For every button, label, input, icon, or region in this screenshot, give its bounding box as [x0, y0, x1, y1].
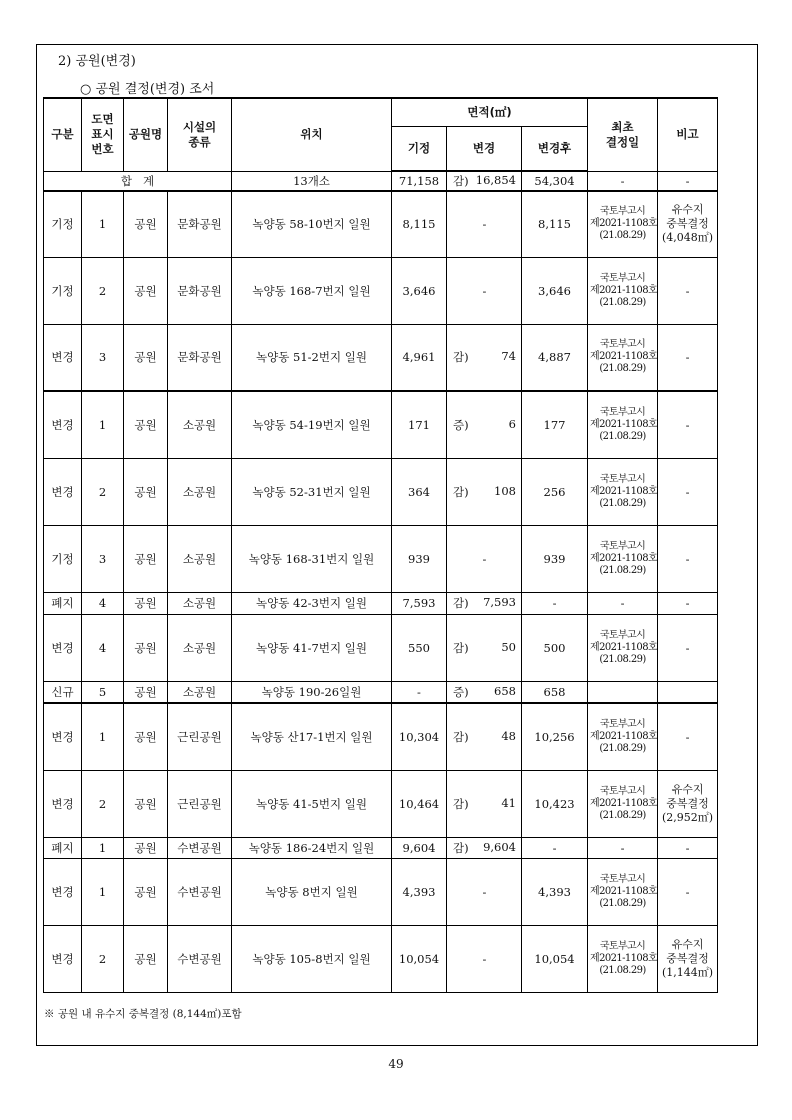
total-change-value: 16,854	[475, 173, 516, 187]
table-header	[44, 98, 718, 171]
section-title: 2) 공원(변경)	[58, 54, 136, 69]
row-existing: 4,393	[392, 858, 447, 925]
table-row	[44, 324, 718, 391]
row-facility: 근린공원	[168, 703, 232, 770]
row-decision-line: 제2021-1108호	[590, 797, 658, 809]
row-after: 4,887	[522, 324, 588, 391]
header-first-decision	[588, 98, 658, 171]
row-location: 녹양동 168-31번지 일원	[232, 525, 392, 592]
total-decision: -	[588, 171, 658, 191]
row-first-decision	[588, 681, 658, 703]
row-remarks	[658, 858, 718, 925]
row-first-decision	[588, 770, 658, 837]
row-location: 녹양동 58-10번지 일원	[232, 191, 392, 257]
row-remarks	[658, 703, 718, 770]
row-change	[447, 324, 522, 391]
row-after: 256	[522, 458, 588, 525]
row-map-no: 3	[82, 525, 124, 592]
row-type: 기정	[44, 257, 82, 324]
table-row	[44, 592, 718, 614]
row-change-value: -	[482, 217, 487, 232]
row-type: 변경	[44, 324, 82, 391]
row-decision-line: 제2021-1108호	[590, 885, 658, 897]
row-after: -	[522, 837, 588, 858]
total-change-sign: 감)	[453, 174, 469, 188]
row-decision-line: 국토부고시	[599, 873, 646, 885]
row-park-name: 공원	[124, 681, 168, 703]
row-map-no: 1	[82, 391, 124, 458]
row-first-decision	[588, 837, 658, 858]
row-facility: 소공원	[168, 525, 232, 592]
row-change-value: 74	[501, 349, 516, 364]
row-decision-line: 제2021-1108호	[590, 418, 658, 430]
row-existing: 8,115	[392, 191, 447, 257]
row-facility: 수변공원	[168, 925, 232, 992]
row-after: 939	[522, 525, 588, 592]
table-row	[44, 703, 718, 770]
row-existing: 10,304	[392, 703, 447, 770]
row-change-value: 48	[501, 728, 516, 743]
row-remarks-line: -	[685, 283, 690, 298]
row-after: 10,423	[522, 770, 588, 837]
row-change-value: -	[482, 951, 487, 966]
row-facility: 수변공원	[168, 858, 232, 925]
row-map-no: 1	[82, 837, 124, 858]
row-park-name: 공원	[124, 837, 168, 858]
row-remarks-line: -	[685, 350, 690, 365]
row-map-no: 2	[82, 257, 124, 324]
row-change-sign: 감)	[453, 596, 469, 610]
row-park-name: 공원	[124, 770, 168, 837]
row-remarks	[658, 391, 718, 458]
row-existing: 939	[392, 525, 447, 592]
header-first-decision-line: 결정일	[605, 134, 640, 149]
row-facility: 소공원	[168, 614, 232, 681]
header-map-no	[82, 98, 124, 171]
row-type: 기정	[44, 191, 82, 257]
row-remarks	[658, 257, 718, 324]
row-map-no: 2	[82, 770, 124, 837]
table-row	[44, 858, 718, 925]
table-row	[44, 614, 718, 681]
row-change-sign: 증)	[453, 684, 469, 699]
row-first-decision	[588, 191, 658, 257]
row-first-decision	[588, 858, 658, 925]
header-map-no-line: 도면	[91, 112, 114, 127]
row-remarks-line: (1,144㎡)	[661, 965, 714, 979]
row-first-decision	[588, 324, 658, 391]
row-after: -	[522, 592, 588, 614]
row-remarks	[658, 837, 718, 858]
row-after: 500	[522, 614, 588, 681]
row-existing: 10,464	[392, 770, 447, 837]
row-existing: 171	[392, 391, 447, 458]
header-change: 변경	[447, 126, 522, 171]
row-location: 녹양동 41-7번지 일원	[232, 614, 392, 681]
row-change-value: 41	[501, 795, 516, 810]
row-change-value: 9,604	[483, 839, 516, 854]
table-row	[44, 837, 718, 858]
row-map-no: 4	[82, 614, 124, 681]
row-facility: 문화공원	[168, 257, 232, 324]
row-facility: 문화공원	[168, 324, 232, 391]
row-first-decision	[588, 391, 658, 458]
row-change	[447, 592, 522, 614]
row-decision-line: (21.08.29)	[599, 497, 646, 509]
total-count: 13개소	[232, 171, 392, 191]
row-remarks	[658, 925, 718, 992]
row-location: 녹양동 186-24번지 일원	[232, 837, 392, 858]
row-change	[447, 458, 522, 525]
row-remarks-line: 중복결정	[666, 796, 709, 810]
row-change-sign: 감)	[453, 729, 469, 744]
row-decision-line: 제2021-1108호	[590, 485, 658, 497]
row-remarks-line: -	[685, 596, 690, 610]
row-change	[447, 257, 522, 324]
row-first-decision	[588, 458, 658, 525]
row-type: 변경	[44, 858, 82, 925]
header-park-name: 공원명	[124, 98, 168, 171]
row-decision-line: 국토부고시	[599, 629, 646, 641]
row-map-no: 2	[82, 458, 124, 525]
row-existing: 9,604	[392, 837, 447, 858]
total-label: 합 계	[44, 171, 232, 191]
row-park-name: 공원	[124, 525, 168, 592]
row-change	[447, 925, 522, 992]
row-decision-line: (21.08.29)	[599, 809, 646, 821]
row-decision-line: 국토부고시	[599, 940, 646, 952]
row-type: 폐지	[44, 592, 82, 614]
row-first-decision	[588, 592, 658, 614]
row-facility: 소공원	[168, 681, 232, 703]
row-after: 3,646	[522, 257, 588, 324]
row-location: 녹양동 산17-1번지 일원	[232, 703, 392, 770]
row-decision-line: 국토부고시	[599, 473, 646, 485]
row-location: 녹양동 190-26일원	[232, 681, 392, 703]
total-after: 54,304	[522, 171, 588, 191]
row-existing: 364	[392, 458, 447, 525]
header-first-decision-line: 최초	[611, 119, 634, 134]
row-remarks-line: 유수지	[671, 203, 704, 217]
row-decision-line: 제2021-1108호	[590, 730, 658, 742]
row-decision-line: (21.08.29)	[599, 430, 646, 442]
table-row	[44, 925, 718, 992]
row-change	[447, 614, 522, 681]
row-change-sign: 감)	[453, 640, 469, 655]
header-existing: 기정	[392, 126, 447, 171]
row-type: 변경	[44, 391, 82, 458]
row-decision-line: 제2021-1108호	[590, 641, 658, 653]
row-type: 기정	[44, 525, 82, 592]
park-table	[43, 97, 718, 993]
row-decision-line: (21.08.29)	[599, 230, 646, 242]
header-facility	[168, 98, 232, 171]
row-facility: 근린공원	[168, 770, 232, 837]
row-change	[447, 391, 522, 458]
row-map-no: 2	[82, 925, 124, 992]
header-type: 구분	[44, 98, 82, 171]
row-type: 변경	[44, 614, 82, 681]
row-remarks-line: -	[685, 729, 690, 744]
total-remarks: -	[658, 171, 718, 191]
row-decision-line: -	[620, 840, 625, 855]
table-row	[44, 770, 718, 837]
row-decision-line: 국토부고시	[599, 785, 646, 797]
row-location: 녹양동 105-8번지 일원	[232, 925, 392, 992]
row-change	[447, 525, 522, 592]
row-decision-line: 국토부고시	[599, 339, 646, 351]
row-decision-line: 국토부고시	[599, 272, 646, 284]
row-facility: 문화공원	[168, 191, 232, 257]
header-map-no-line: 번호	[91, 142, 114, 157]
row-existing: 3,646	[392, 257, 447, 324]
row-map-no: 1	[82, 703, 124, 770]
row-facility: 소공원	[168, 592, 232, 614]
row-location: 녹양동 168-7번지 일원	[232, 257, 392, 324]
row-location: 녹양동 51-2번지 일원	[232, 324, 392, 391]
row-change-value: -	[482, 551, 487, 566]
row-change	[447, 858, 522, 925]
row-change	[447, 191, 522, 257]
footnote: ※ 공원 내 유수지 중복결정 (8,144㎡)포함	[44, 1008, 242, 1020]
row-map-no: 3	[82, 324, 124, 391]
header-facility-line: 종류	[188, 134, 211, 149]
row-after: 4,393	[522, 858, 588, 925]
row-decision-line: (21.08.29)	[599, 653, 646, 665]
row-change-value: 6	[508, 416, 516, 431]
total-row	[44, 171, 718, 191]
row-first-decision	[588, 525, 658, 592]
row-type: 변경	[44, 770, 82, 837]
row-change-sign: 감)	[453, 484, 469, 499]
row-after: 10,256	[522, 703, 588, 770]
row-remarks-line: 중복결정	[666, 217, 709, 231]
row-after: 10,054	[522, 925, 588, 992]
sub-title: ○ 공원 결정(변경) 조서	[80, 82, 215, 97]
row-first-decision	[588, 925, 658, 992]
row-remarks-line: -	[685, 551, 690, 566]
row-change-sign: 감)	[453, 350, 469, 365]
row-remarks	[658, 324, 718, 391]
row-park-name: 공원	[124, 614, 168, 681]
header-location: 위치	[232, 98, 392, 171]
row-decision-line: (21.08.29)	[599, 964, 646, 976]
row-remarks-line: 유수지	[671, 782, 704, 796]
header-map-no-line: 표시	[91, 127, 114, 142]
header-after: 변경후	[522, 126, 588, 171]
row-change	[447, 703, 522, 770]
park-rows	[44, 191, 718, 992]
row-existing: 7,593	[392, 592, 447, 614]
row-remarks-line: (4,048㎡)	[661, 231, 714, 245]
row-after: 8,115	[522, 191, 588, 257]
row-remarks-line: -	[685, 840, 690, 855]
row-type: 폐지	[44, 837, 82, 858]
row-map-no: 1	[82, 858, 124, 925]
row-decision-line: (21.08.29)	[599, 564, 646, 576]
row-park-name: 공원	[124, 191, 168, 257]
row-change-value: 50	[501, 639, 516, 654]
row-park-name: 공원	[124, 703, 168, 770]
row-remarks	[658, 191, 718, 257]
row-park-name: 공원	[124, 592, 168, 614]
row-park-name: 공원	[124, 458, 168, 525]
row-remarks-line: (2,952㎡)	[661, 810, 714, 824]
row-change-sign: 증)	[453, 417, 469, 432]
row-facility: 수변공원	[168, 837, 232, 858]
row-change-value: 7,593	[483, 595, 516, 609]
row-facility: 소공원	[168, 458, 232, 525]
row-decision-line: 국토부고시	[599, 540, 646, 552]
row-decision-line: (21.08.29)	[599, 897, 646, 909]
row-location: 녹양동 42-3번지 일원	[232, 592, 392, 614]
table-row	[44, 257, 718, 324]
row-decision-line: 제2021-1108호	[590, 351, 658, 363]
row-facility: 소공원	[168, 391, 232, 458]
row-park-name: 공원	[124, 858, 168, 925]
row-existing: 4,961	[392, 324, 447, 391]
row-park-name: 공원	[124, 324, 168, 391]
row-park-name: 공원	[124, 925, 168, 992]
total-existing: 71,158	[392, 171, 447, 191]
row-type: 변경	[44, 458, 82, 525]
row-first-decision	[588, 614, 658, 681]
row-first-decision	[588, 703, 658, 770]
row-type: 변경	[44, 703, 82, 770]
row-change	[447, 770, 522, 837]
row-decision-line: (21.08.29)	[599, 742, 646, 754]
row-after: 177	[522, 391, 588, 458]
row-decision-line: 국토부고시	[599, 206, 646, 218]
row-park-name: 공원	[124, 391, 168, 458]
row-remarks	[658, 681, 718, 703]
table-row	[44, 681, 718, 703]
table-row	[44, 191, 718, 257]
table-row	[44, 458, 718, 525]
row-change-value: -	[482, 884, 487, 899]
row-change-sign: 감)	[453, 840, 469, 855]
row-decision-line: 제2021-1108호	[590, 952, 658, 964]
row-remarks	[658, 458, 718, 525]
row-type: 변경	[44, 925, 82, 992]
row-existing: -	[392, 681, 447, 703]
page-number: 49	[388, 1057, 404, 1071]
row-map-no: 4	[82, 592, 124, 614]
row-decision-line: 국토부고시	[599, 406, 646, 418]
row-remarks	[658, 592, 718, 614]
row-location: 녹양동 52-31번지 일원	[232, 458, 392, 525]
table-row	[44, 525, 718, 592]
row-decision-line: (21.08.29)	[599, 296, 646, 308]
row-after: 658	[522, 681, 588, 703]
row-change-value: 658	[494, 683, 516, 698]
row-change-value: 108	[494, 483, 516, 498]
row-location: 녹양동 54-19번지 일원	[232, 391, 392, 458]
header-area: 면적(㎡)	[392, 98, 588, 126]
row-existing: 10,054	[392, 925, 447, 992]
row-decision-line: -	[620, 596, 625, 610]
row-decision-line: (21.08.29)	[599, 363, 646, 375]
row-decision-line: 제2021-1108호	[590, 218, 658, 230]
row-decision-line: 제2021-1108호	[590, 552, 658, 564]
header-facility-line: 시설의	[182, 119, 217, 134]
row-location: 녹양동 8번지 일원	[232, 858, 392, 925]
row-remarks	[658, 770, 718, 837]
row-remarks-line: -	[685, 640, 690, 655]
row-change-sign: 감)	[453, 796, 469, 811]
table-row	[44, 391, 718, 458]
row-map-no: 5	[82, 681, 124, 703]
row-existing: 550	[392, 614, 447, 681]
row-remarks-line: -	[685, 484, 690, 499]
row-remarks	[658, 614, 718, 681]
total-change	[447, 171, 522, 191]
row-remarks-line: -	[685, 884, 690, 899]
row-remarks-line: 중복결정	[666, 951, 709, 965]
row-first-decision	[588, 257, 658, 324]
row-remarks	[658, 525, 718, 592]
row-change	[447, 681, 522, 703]
row-type: 신규	[44, 681, 82, 703]
header-remarks: 비고	[658, 98, 718, 171]
row-remarks-line: 유수지	[671, 937, 704, 951]
row-remarks-line: -	[685, 417, 690, 432]
row-map-no: 1	[82, 191, 124, 257]
row-change	[447, 837, 522, 858]
row-location: 녹양동 41-5번지 일원	[232, 770, 392, 837]
row-decision-line: 제2021-1108호	[590, 284, 658, 296]
row-decision-line: 국토부고시	[599, 718, 646, 730]
row-change-value: -	[482, 283, 487, 298]
row-park-name: 공원	[124, 257, 168, 324]
